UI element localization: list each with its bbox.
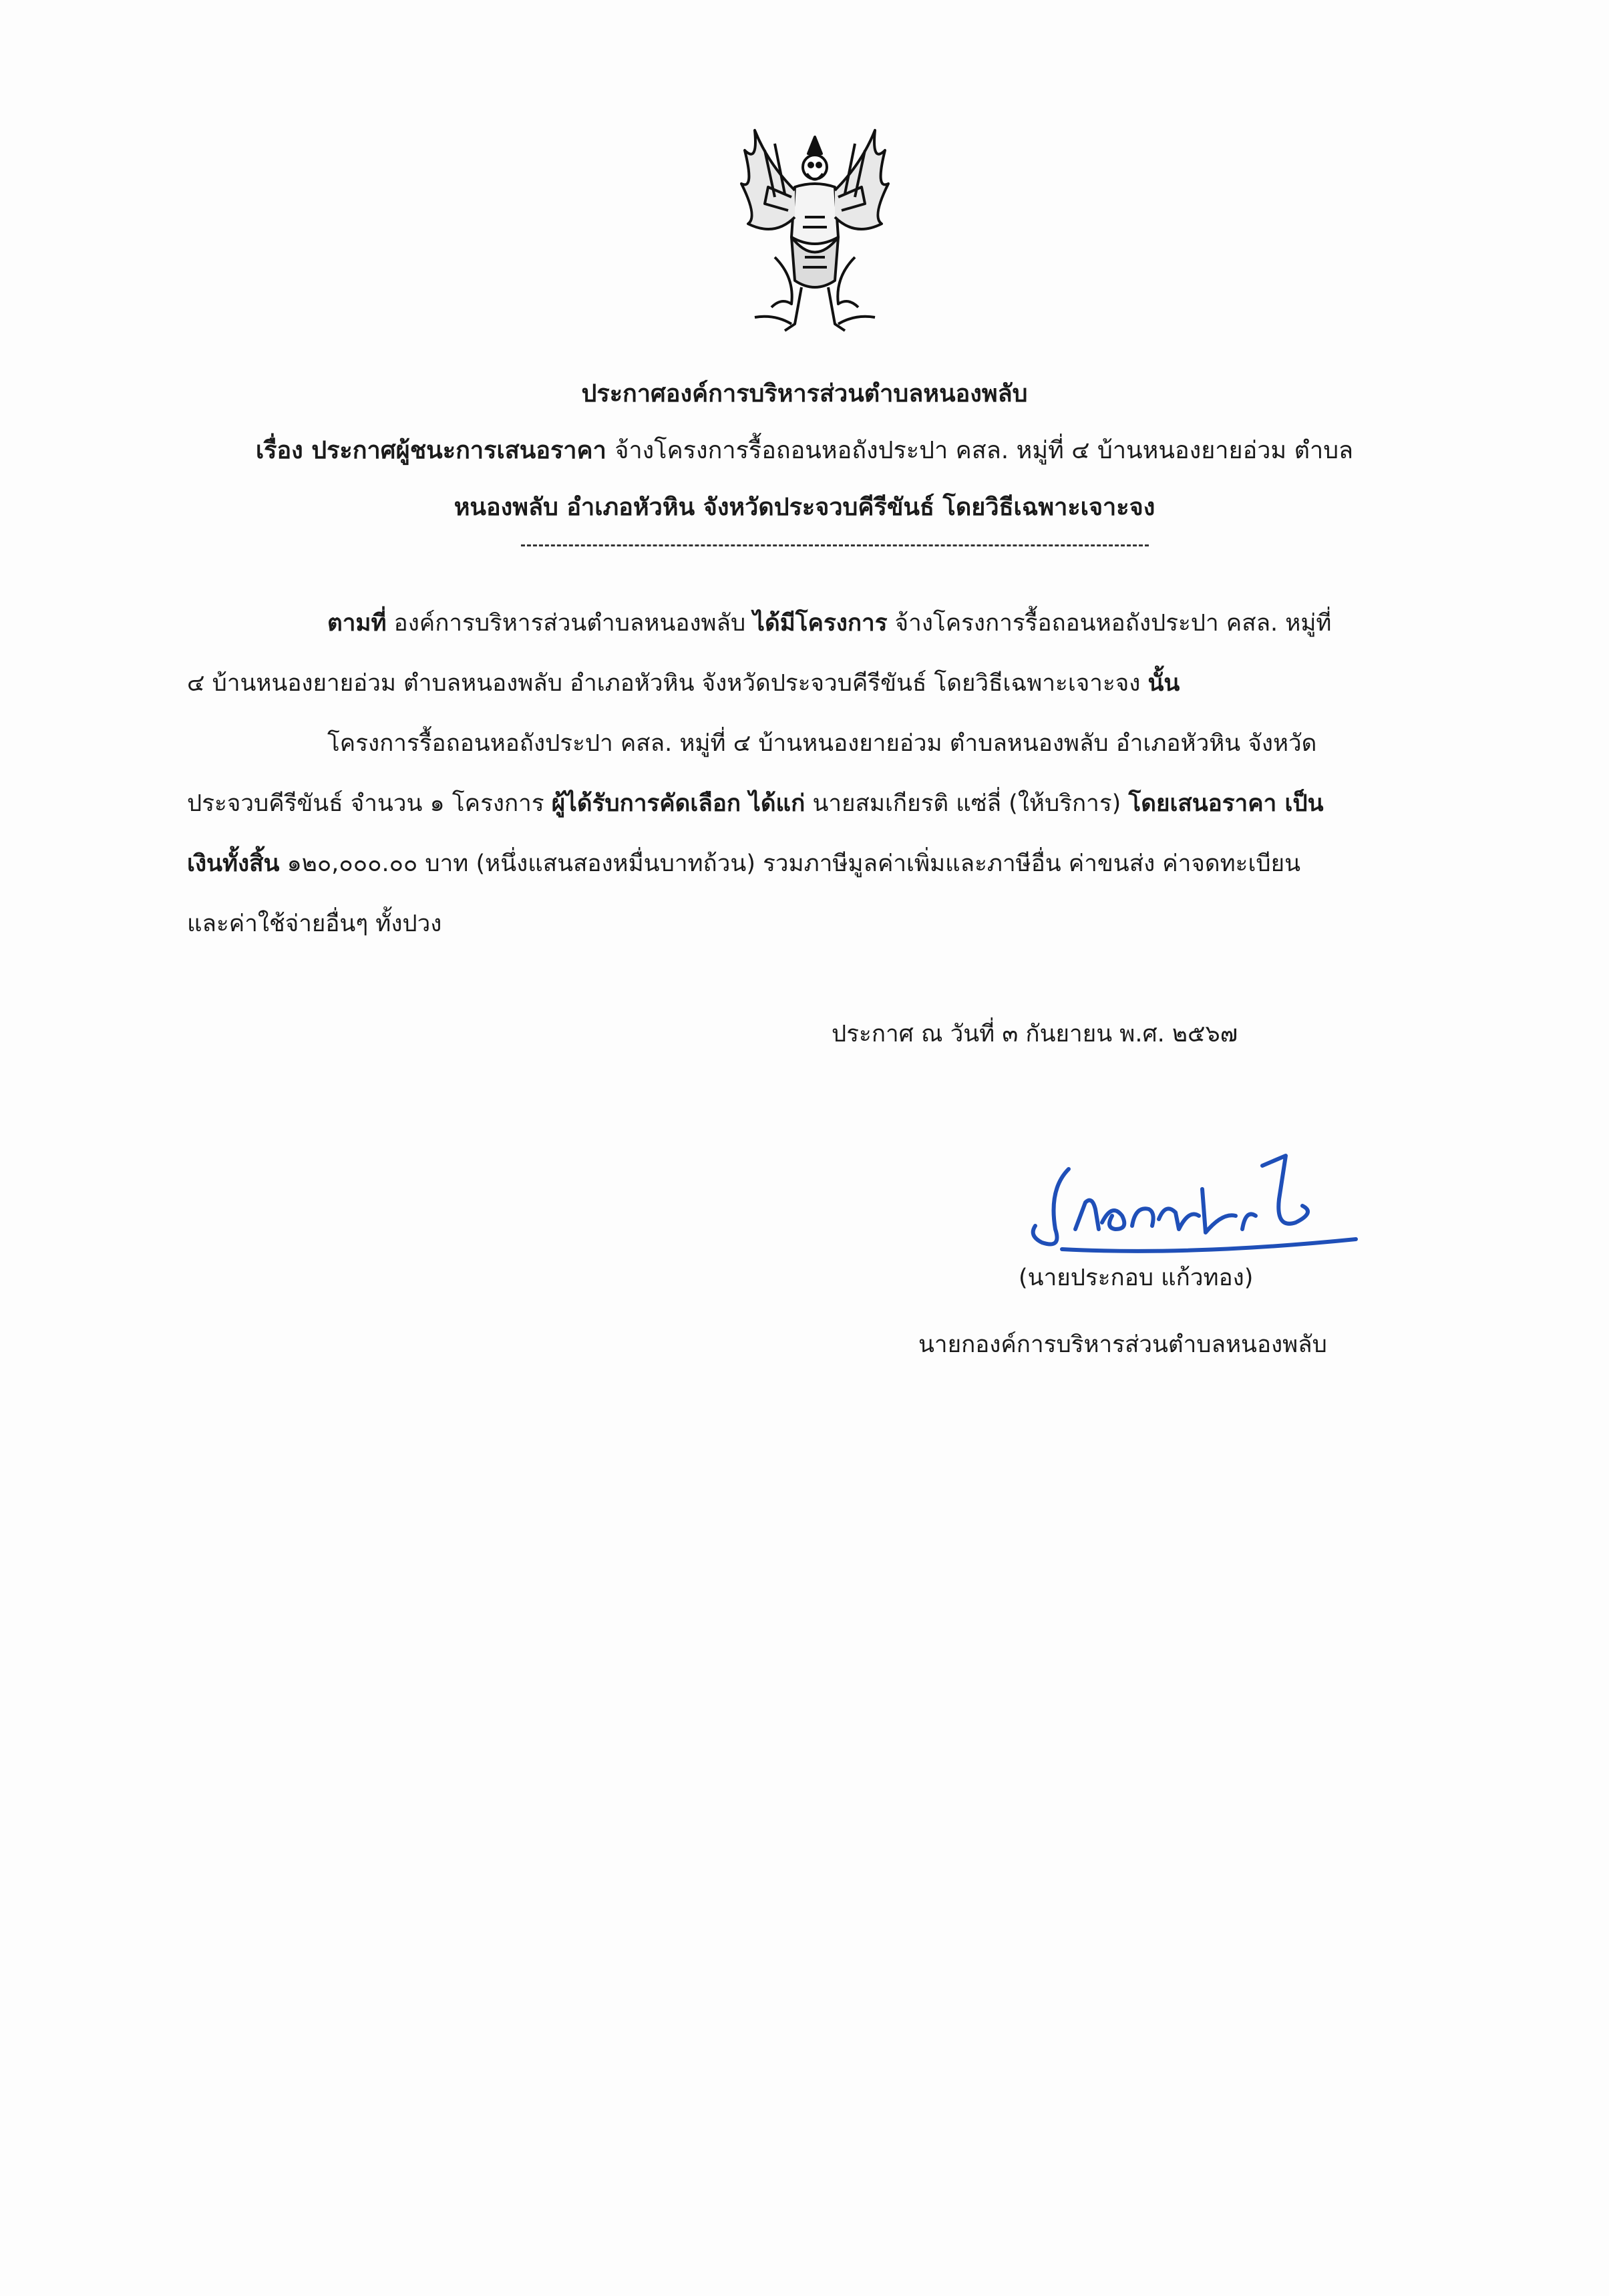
- paragraph-1-end: นั้น: [1147, 670, 1180, 697]
- signature-icon: [1022, 1149, 1383, 1263]
- header-divider: [521, 544, 1149, 546]
- total-amount: ๑๒๐,๐๐๐.๐๐ บาท (หนึ่งแสนสองหมื่นบาทถ้วน) รวมภาษีมูลค่าเพิ่มและภาษีอื่น ค่าขนส่ง ค่าจดทะเบียน: [287, 850, 1301, 877]
- subject-text-1: จ้างโครงการรื้อถอนหอถังประปา คสล. หมู่ที่ ๔ บ้านหนองยายอ่วม ตำบล: [614, 437, 1354, 464]
- project-label: ได้มีโครงการ: [753, 610, 888, 637]
- winner-name: นายสมเกียรติ แซ่ลี่ (ให้บริการ): [812, 790, 1121, 817]
- offer-label: โดยเสนอราคา เป็น: [1128, 790, 1324, 817]
- signer-name: (นายประกอบ แก้วทอง): [1019, 1265, 1254, 1291]
- paragraph-1-line-2: [187, 665, 1180, 701]
- subject-label: เรื่อง ประกาศผู้ชนะการเสนอราคา: [255, 437, 606, 464]
- paragraph-2-line-2: [187, 785, 1324, 822]
- subject-text-2: หนองพลับ อำเภอหัวหิน จังหวัดประจวบคีรีขันธ์ โดยวิธีเฉพาะเจาะจง: [454, 494, 1155, 521]
- project-name-part-2: ๔ บ้านหนองยายอ่วม ตำบลหนองพลับ อำเภอหัวหิน จังหวัดประจวบคีรีขันธ์ โดยวิธีเฉพาะเจาะจง: [187, 670, 1141, 697]
- paragraph-2-line-4: และค่าใช้จ่ายอื่นๆ ทั้งปวง: [187, 911, 442, 937]
- total-label: เงินทั้งสิ้น: [187, 850, 280, 877]
- garuda-emblem-icon: [728, 124, 902, 337]
- announcement-title: ประกาศองค์การบริหารส่วนตำบลหนองพลับ: [581, 380, 1028, 407]
- project-count: ประจวบคีรีขันธ์ จำนวน ๑ โครงการ: [187, 790, 544, 817]
- subject-line-2: [0, 488, 1609, 526]
- announcement-date: ประกาศ ณ วันที่ ๓ กันยายน พ.ศ. ๒๕๖๗: [832, 1021, 1238, 1047]
- paragraph-1-lead: ตามที่: [327, 610, 387, 637]
- signer-title: นายกองค์การบริหารส่วนตำบลหนองพลับ: [918, 1331, 1327, 1358]
- org-name: องค์การบริหารส่วนตำบลหนองพลับ: [393, 610, 746, 637]
- subject-line-1: [0, 431, 1609, 469]
- project-name-part-1: จ้างโครงการรื้อถอนหอถังประปา คสล. หมู่ที่: [894, 610, 1332, 637]
- selected-label: ผู้ได้รับการคัดเลือก ได้แก่: [551, 790, 806, 817]
- paragraph-1-line-1: [327, 605, 1331, 641]
- paragraph-2-line-3: [187, 845, 1300, 882]
- paragraph-2-line-1: โครงการรื้อถอนหอถังประปา คสล. หมู่ที่ ๔ บ้านหนองยายอ่วม ตำบลหนองพลับ อำเภอหัวหิน จังหวัด: [327, 730, 1317, 757]
